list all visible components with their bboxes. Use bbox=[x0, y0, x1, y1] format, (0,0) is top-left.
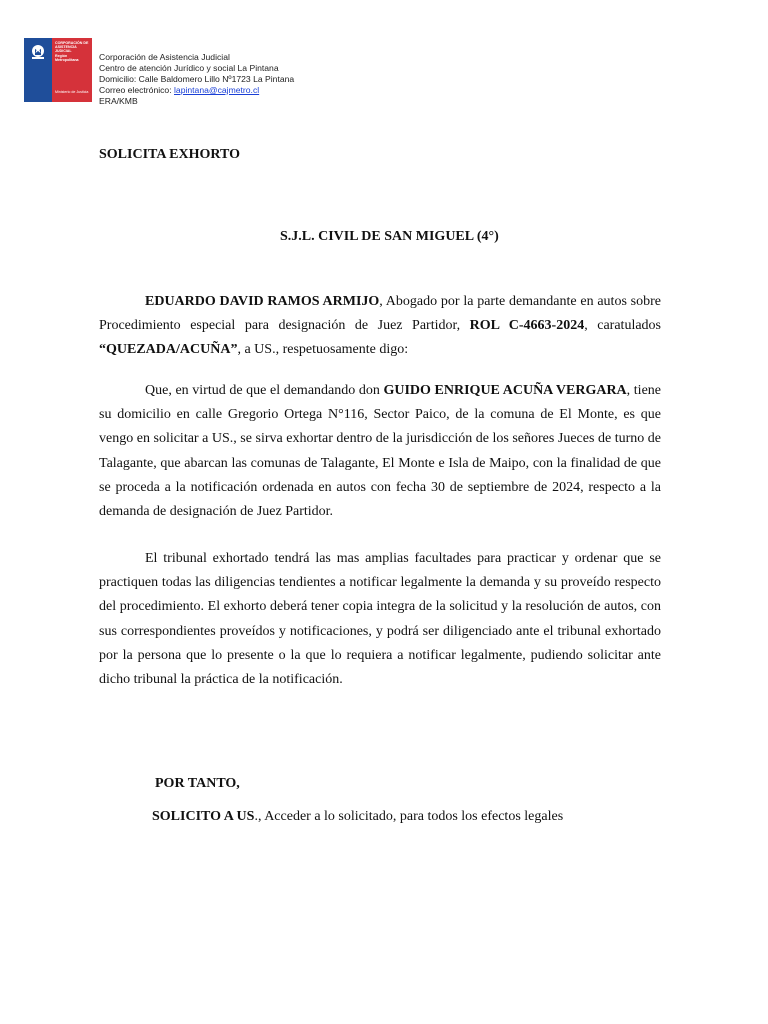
logo-org-text: CORPORACIÓN DE ASISTENCIA JUDICIAL Región Metropolitana bbox=[55, 41, 89, 62]
letterhead bbox=[99, 52, 294, 107]
address: Domicilio: Calle Baldomero Lillo Nº1723 La Pintana bbox=[99, 74, 295, 84]
paragraph-intro: EDUARDO DAVID RAMOS ARMIJO, Abogado por la parte demandante en autos sobre Procedimiento especial para designación de Juez Partidor, ROL C-4663-2024, caratulados “QUEZADA/ACUÑA”, a US., respetuosamente digo: bbox=[99, 294, 661, 358]
attorney-name: EDUARDO DAVID RAMOS ARMIJO bbox=[145, 294, 380, 309]
court-heading: S.J.L. CIVIL DE SAN MIGUEL (4°) bbox=[280, 229, 499, 244]
case-rol: ROL C-4663-2024 bbox=[469, 318, 585, 334]
case-caption: “QUEZADA/ACUÑA” bbox=[99, 342, 238, 358]
document-heading: SOLICITA EXHORTO bbox=[99, 147, 240, 162]
paragraph-powers: El tribunal exhortado tendrá las mas amplias facultades para practicar y ordenar que se practiquen todas las diligencias tendientes a notificar legalmente la demanda y su proveído respecto del procedimiento. El exhorto deberá tener copia integra de la solicitud y la resolución de autos, con sus correspondientes proveídos y notificaciones, y podrá ser diligenciado ante el tribunal exhortado por la persona que lo presente o la que lo requiera a notificar legalmente, pudiendo solicitar ante dicho tribunal la práctica de la notificación. bbox=[99, 551, 661, 688]
center-name: Centro de atención Jurídico y social La Pintana bbox=[99, 63, 279, 73]
petition-line: SOLICITO A US., Acceder a lo solicitado, para todos los efectos legales bbox=[152, 809, 564, 824]
institution-logo bbox=[24, 38, 92, 102]
por-tanto: POR TANTO, bbox=[155, 776, 240, 791]
initials: ERA/KMB bbox=[99, 96, 138, 106]
logo-ministry-text: Ministerio de Justicia bbox=[55, 90, 89, 94]
org-name: Corporación de Asistencia Judicial bbox=[99, 52, 230, 62]
coat-of-arms-icon bbox=[28, 42, 48, 62]
email-line: Correo electrónico: lapintana@cajmetro.cl bbox=[99, 85, 260, 95]
defendant-name: GUIDO ENRIQUE ACUÑA VERGARA bbox=[383, 383, 627, 398]
paragraph-request: Que, en virtud de que el demandando don GUIDO ENRIQUE ACUÑA VERGARA, tiene su domicilio en calle Gregorio Ortega N°116, Sector Paico, de la comuna de El Monte, es que vengo en solicitar a US., se sirva exhortar dentro de la jurisdicción de los señores Jueces de turno de Talagante, que abarcan las comunas de Talagante, El Monte e Isla de Maipo, con la finalidad de que se proceda a la notificación ordenada en autos con fecha 30 de septiembre de 2024, respecto a la demanda de designación de Juez Partidor. bbox=[99, 383, 661, 520]
email-link[interactable]: lapintana@cajmetro.cl bbox=[174, 85, 260, 95]
